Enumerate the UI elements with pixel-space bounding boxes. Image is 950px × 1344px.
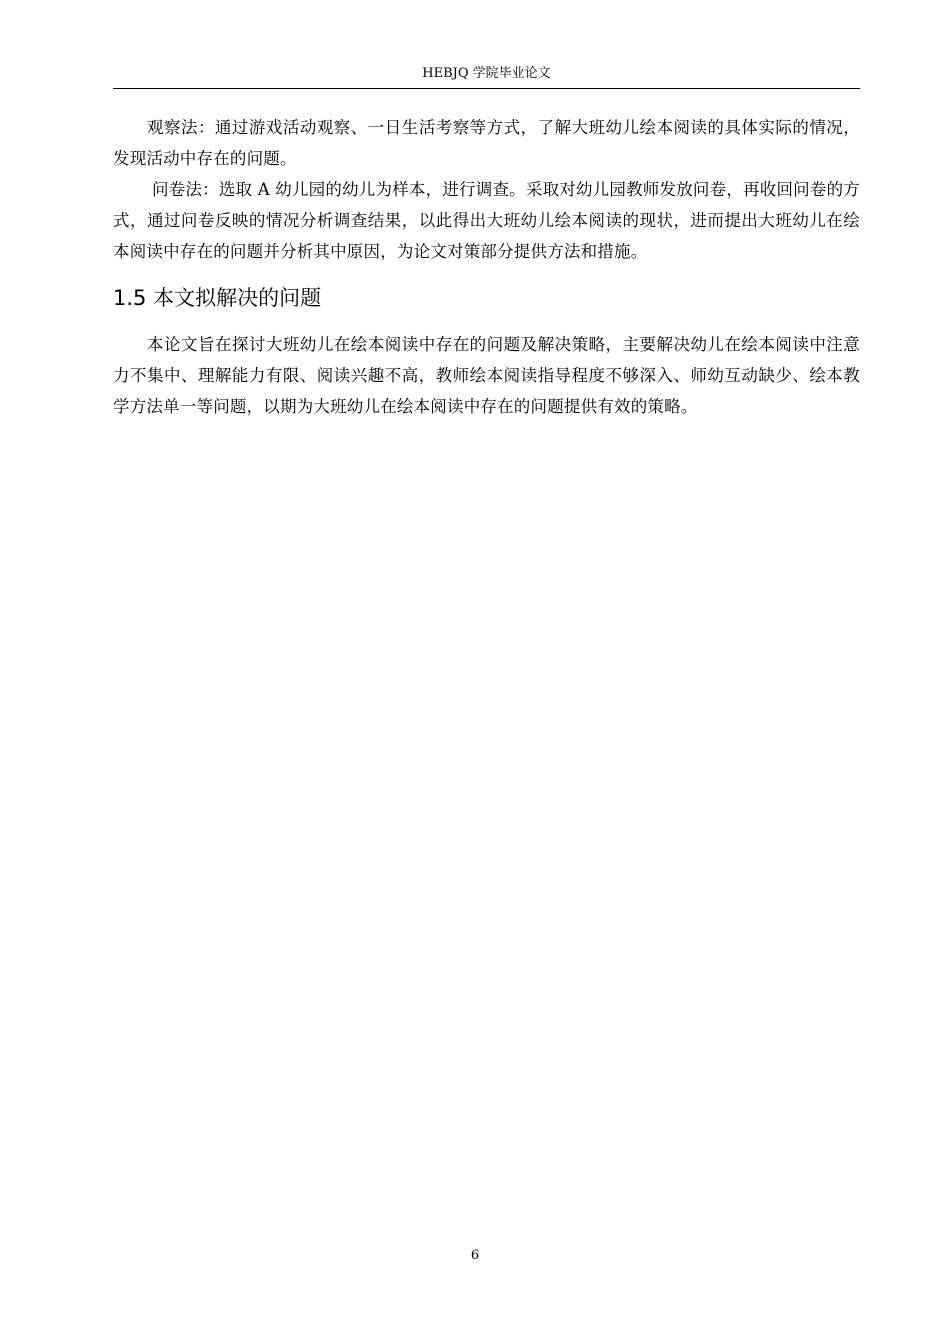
paragraph-observation-method: 观察法：通过游戏活动观察、一日生活考察等方式，了解大班幼儿绘本阅读的具体实际的情况，发现活动中存在的问题。 <box>113 118 860 168</box>
header-title: HEBJQ 学院毕业论文 <box>422 66 551 81</box>
paragraph-questionnaire-method: 问卷法：选取 A 幼儿园的幼儿为样本，进行调查。采取对幼儿园教师发放问卷，再收回问卷的方式，通过问卷反映的情况分析调查结果，以此得出大班幼儿绘本阅读的现状，进而提出大班幼儿在绘本阅读中存在的问题并分析其中原因，为论文对策部分提供方法和措施。 <box>113 180 860 261</box>
document-body <box>113 112 860 422</box>
paragraph-problems-to-solve: 本论文旨在探讨大班幼儿在绘本阅读中存在的问题及解决策略，主要解决幼儿在绘本阅读中注意力不集中、理解能力有限、阅读兴趣不高，教师绘本阅读指导程度不够深入、师幼互动缺少、绘本教学方法单一等问题，以期为大班幼儿在绘本阅读中存在的问题提供有效的策略。 <box>113 335 860 416</box>
page-header <box>113 66 860 89</box>
page-number: 6 <box>470 1248 480 1263</box>
section-heading: 1.5 本文拟解决的问题 <box>113 286 322 310</box>
